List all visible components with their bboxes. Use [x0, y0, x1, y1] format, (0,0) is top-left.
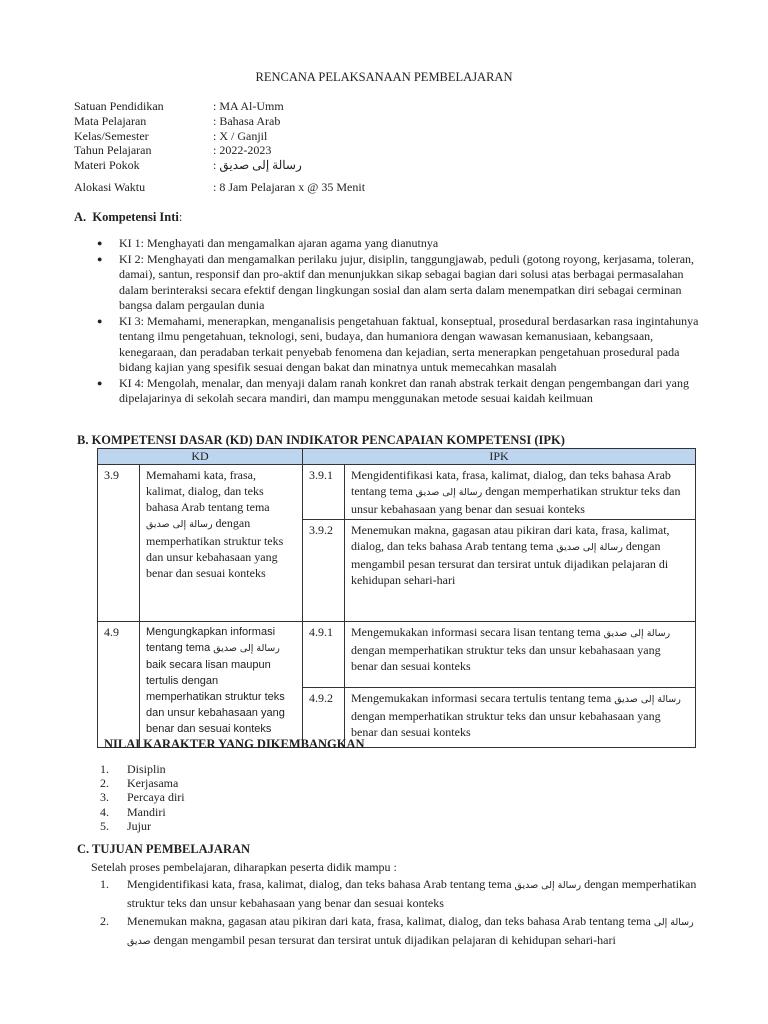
section-c-heading: C. TUJUAN PEMBELAJARAN: [77, 842, 251, 856]
ipk-number: 4.9.1: [303, 622, 345, 688]
ki-list: [97, 236, 702, 407]
tujuan-text: dengan mengambil pesan tersurat dan tersirat untuk dijadikan pelajaran di kehidupan sehari-hari: [153, 932, 616, 947]
section-a-colon: :: [178, 210, 183, 224]
ipk-text: dengan memperhatikan struktur teks dan unsur kebahasaan yang benar dan sesuai konteks: [351, 484, 681, 516]
list-text: Mandiri: [127, 804, 166, 819]
arabic-theme: رسالة إلى صديق: [514, 880, 582, 891]
ipk-text: dengan mengambil pesan tersurat dan tersirat untuk dijadikan pelajaran di kehidupan sehari-hari: [351, 539, 669, 587]
section-a-title: Kompetensi Inti: [92, 210, 179, 224]
document-title: RENCANA PELAKSANAAN PEMBELAJARAN: [255, 70, 513, 84]
arabic-theme: رسالة إلى صديق: [127, 917, 694, 947]
list-number: 1.: [100, 877, 109, 891]
ipk-number: 3.9.1: [303, 465, 345, 520]
arabic-theme: رسالة إلى صديق: [146, 519, 213, 530]
info-key: Mata Pelajaran: [74, 113, 147, 128]
info-row: [74, 143, 365, 158]
info-value: : 8 Jam Pelajaran x @ 35 Menit: [213, 179, 366, 194]
ki-item: [97, 236, 702, 252]
section-b-heading: B. KOMPETENSI DASAR (KD) DAN INDIKATOR PENCAPAIAN KOMPETENSI (IPK): [77, 433, 565, 447]
tujuan-list: [100, 876, 700, 952]
info-key: Alokasi Waktu: [74, 179, 146, 194]
kd-text: Mengungkapkan informasi tentang tema: [146, 626, 276, 654]
tujuan-text: Mengidentifikasi kata, frasa, kalimat, dialog, dan teks bahasa Arab tentang tema: [127, 877, 512, 891]
kd-text: baik secara lisan maupun tertulis dengan memperhatikan struktur teks dan unsur kebahasaan yang benar dan sesuai konteks: [146, 659, 285, 735]
ipk-text: Mengemukakan informasi secara tertulis tentang tema: [351, 691, 612, 705]
list-text: Disiplin: [127, 762, 166, 776]
info-key: Materi Pokok: [74, 158, 140, 173]
info-value: : X / Ganjil: [213, 128, 268, 143]
list-number: 5.: [100, 818, 109, 833]
kd-number: 4.9: [98, 622, 140, 748]
info-row: [74, 129, 365, 144]
ipk-text: Mengemukakan informasi secara lisan tentang tema: [351, 625, 601, 639]
kd-column-header: KD: [98, 449, 303, 465]
ipk-description: [345, 622, 696, 688]
ipk-description: [345, 465, 696, 520]
kd-description: [140, 465, 303, 622]
nilai-karakter-list: [100, 762, 185, 833]
list-text: Kerjasama: [127, 776, 179, 791]
list-item: [100, 819, 185, 833]
ki-text: KI 1: Menghayati dan mengamalkan ajaran agama yang dianutnya: [119, 236, 439, 250]
info-value: : MA Al-Umm: [213, 99, 284, 113]
list-item: [100, 790, 185, 804]
list-number: 2.: [100, 914, 109, 928]
section-a-heading: [74, 210, 182, 225]
ki-text: KI 3: Memahami, menerapkan, menganalisis pengetahuan faktual, konseptual, prosedural berdasarkan rasa ingintahunya tentang ilmu pengetahuan, teknologi, seni, budaya, dan humaniora dengan wawasan kemanusiaan, kebangsaan, kenegaraan, dan peradaban terkait penyebab fenomena dan kejadian, serta menerapkan pengetahuan prosedural pada bidang kajian yang spesifik sesuai dengan bakat dan minatnya untuk memecahkan masalah: [119, 313, 699, 375]
list-text: Percaya diri: [127, 790, 185, 805]
ipk-text: dengan memperhatikan struktur teks dan unsur kebahasaan yang benar dan sesuai konteks: [351, 709, 661, 739]
ipk-text: Menemukan makna, gagasan atau pikiran dari kata, frasa, kalimat, dialog, dan teks bahasa Arab tentang tema: [351, 523, 670, 553]
list-item: [100, 876, 700, 911]
list-item: [100, 805, 185, 819]
list-item: [100, 913, 700, 950]
arabic-theme: رسالة إلى صديق: [213, 643, 280, 654]
bullet-icon: ●: [97, 377, 103, 388]
kd-ipk-table: [97, 448, 696, 748]
tujuan-text: Menemukan makna, gagasan atau pikiran dari kata, frasa, kalimat, dialog, dan teks bahasa Arab tentang tema: [127, 914, 651, 928]
list-item: [100, 776, 185, 790]
kd-text: dengan memperhatikan struktur teks dan unsur kebahasaan yang benar dan sesuai konteks: [146, 516, 284, 580]
info-value: : 2022-2023: [213, 143, 272, 158]
list-number: 3.: [100, 790, 109, 805]
list-number: 2.: [100, 776, 109, 791]
arabic-theme: رسالة إلى صديق: [603, 628, 671, 639]
ki-text: KI 2: Menghayati dan mengamalkan perilaku jujur, disiplin, tanggungjawab, peduli (gotong royong, kerjasama, toleran, damai), santun, responsif dan pro-aktif dan menunjukkan sikap sebagai bagian dari solusi atas berbagai permasalahan dalam berinteraksi secara efektif dengan lingkungan sosial dan alam serta dalam menempatkan diri sebagai cerminan bangsa dalam pergaulan dunia: [119, 251, 695, 313]
list-number: 1.: [100, 762, 109, 776]
ipk-text: Mengidentifikasi kata, frasa, kalimat, dialog, dan teks bahasa Arab tentang tema: [351, 468, 671, 498]
kd-text: Memahami kata, frasa, kalimat, dialog, dan teks bahasa Arab tentang tema: [146, 468, 270, 514]
list-item: [100, 762, 185, 776]
ki-item: [97, 252, 702, 314]
nilai-karakter-heading: NILAI KARAKTER YANG DIKEMBANGKAN: [104, 737, 365, 751]
info-row: [74, 180, 365, 195]
arabic-theme: رسالة إلى صديق: [556, 542, 623, 553]
ipk-text: dengan memperhatikan struktur teks dan unsur kebahasaan yang benar dan sesuai konteks: [351, 643, 661, 673]
bullet-icon: ●: [97, 238, 103, 248]
info-row: [74, 99, 365, 114]
info-key: Tahun Pelajaran: [74, 143, 152, 158]
ipk-description: [345, 688, 696, 748]
info-key: Kelas/Semester: [74, 128, 149, 143]
ki-item: [97, 376, 702, 407]
info-value: : رسالة إلى صديق: [213, 158, 302, 173]
ipk-number: 3.9.2: [303, 520, 345, 622]
info-value: : Bahasa Arab: [213, 113, 281, 128]
info-key: Satuan Pendidikan: [74, 99, 164, 113]
kd-description: [140, 622, 303, 748]
bullet-icon: ●: [97, 315, 103, 326]
identity-block: [74, 99, 365, 195]
tujuan-text: dengan memperhatikan struktur teks dan unsur kebahasaan yang benar dan sesuai konteks: [127, 877, 697, 910]
bullet-icon: ●: [97, 253, 103, 264]
kd-number: 3.9: [98, 465, 140, 622]
info-row: [74, 114, 365, 129]
ipk-number: 4.9.2: [303, 688, 345, 748]
list-number: 4.: [100, 804, 109, 819]
tujuan-intro: Setelah proses pembelajaran, diharapkan peserta didik mampu :: [91, 860, 397, 874]
list-text: Jujur: [127, 818, 151, 833]
ki-item: [97, 314, 702, 376]
ipk-description: [345, 520, 696, 622]
arabic-theme: رسالة إلى صديق: [415, 487, 483, 498]
arabic-theme: رسالة إلى صديق: [614, 694, 681, 705]
info-row: [74, 158, 365, 173]
ipk-column-header: IPK: [303, 449, 696, 465]
section-a-label: A.: [74, 210, 87, 224]
ki-text: KI 4: Mengolah, menalar, dan menyaji dalam ranah konkret dan ranah abstrak terkait dengan pengembangan dari yang dipelajarinya di sekolah secara mandiri, dan mampu menggunakan metode sesuai kaidah keilmuan: [119, 375, 689, 406]
